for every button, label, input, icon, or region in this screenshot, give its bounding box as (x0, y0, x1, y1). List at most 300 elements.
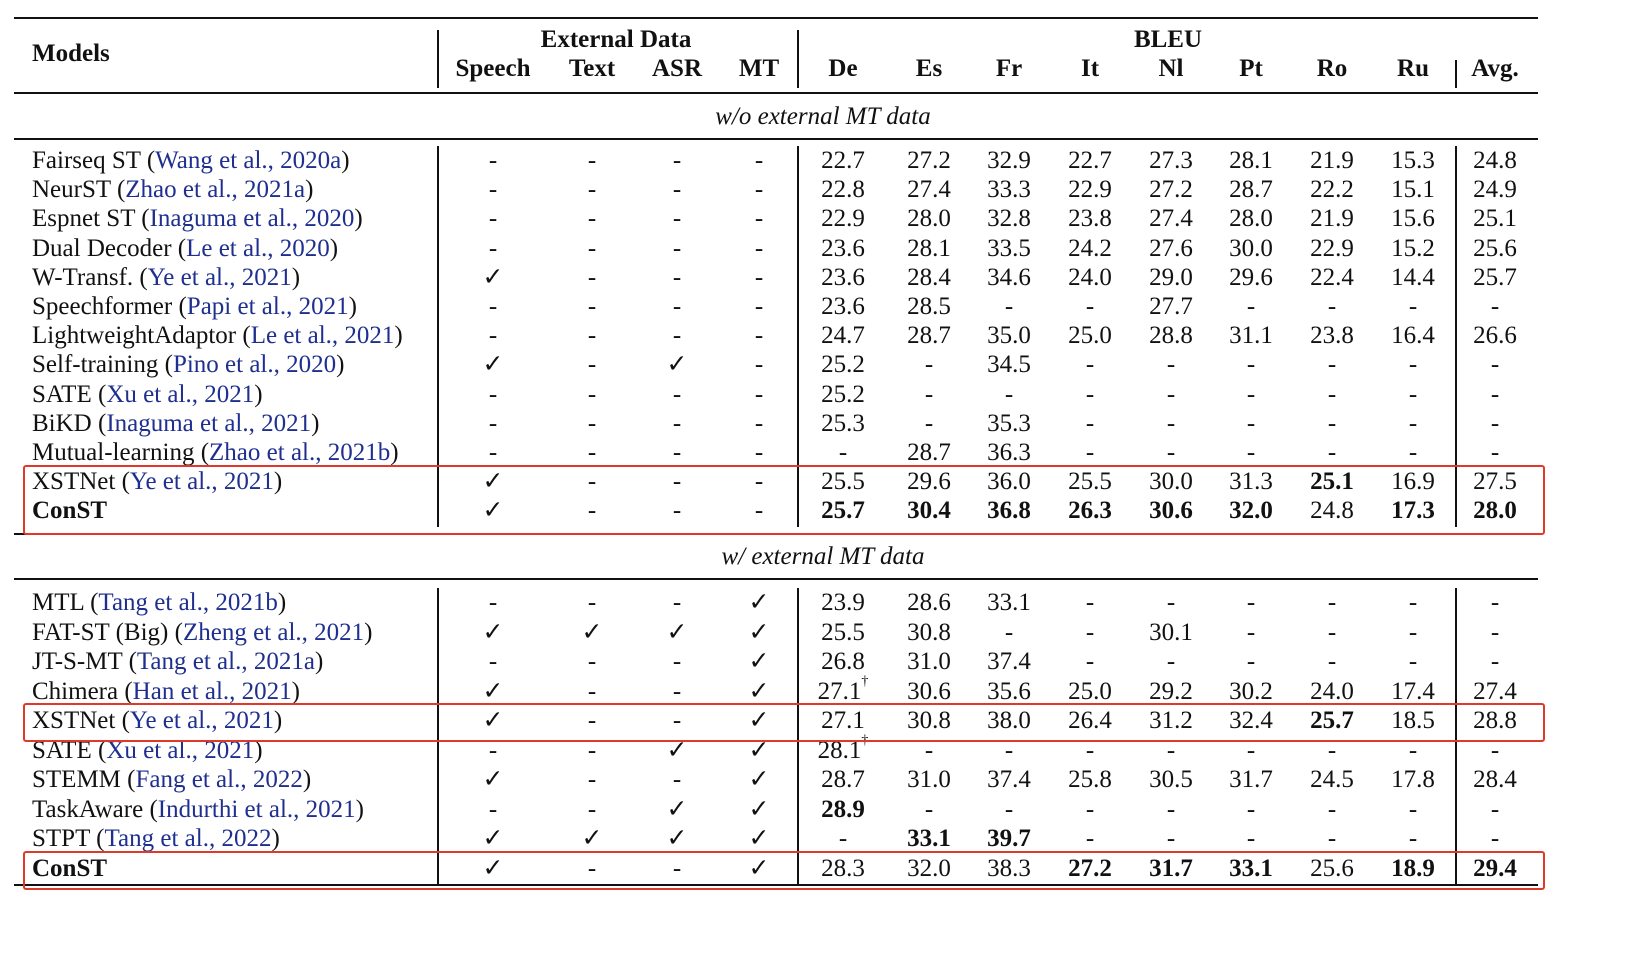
external-data-cell: ✓ (666, 736, 688, 764)
bleu-cell: 33.1 (1229, 854, 1273, 882)
bleu-cell: - (1327, 736, 1337, 764)
bleu-cell: 29.4 (1473, 854, 1517, 882)
bleu-cell: 18.9 (1391, 854, 1435, 882)
citation-link[interactable]: Inaguma et al., 2020 (149, 205, 355, 233)
bleu-cell: 38.3 (987, 854, 1031, 882)
bleu-cell: 33.1 (907, 825, 951, 852)
external-data-cell: - (587, 648, 597, 675)
bleu-cell: - (1246, 648, 1256, 675)
bleu-cell: - (1327, 825, 1337, 852)
citation-link[interactable]: Tang et al., 2022 (104, 825, 272, 852)
bleu-cell: 28.6 (907, 589, 951, 616)
model-name: STPT (Tang et al., 2022) (32, 825, 280, 852)
external-data-cell: - (587, 439, 597, 466)
bleu-cell: 26.4 (1068, 707, 1112, 734)
bleu-cell: 27.4 (1473, 677, 1517, 705)
model-name: MTL (Tang et al., 2021b) (32, 589, 287, 616)
bleu-cell: 32.4 (1229, 707, 1273, 734)
table-row (0, 409, 1646, 438)
external-data-cell: ✓ (666, 825, 688, 852)
table-row (0, 146, 1646, 175)
bleu-cell: 22.4 (1310, 263, 1354, 291)
header-external-data: External Data (540, 26, 692, 53)
model-name: ConST (32, 854, 108, 882)
bleu-cell: 14.4 (1391, 263, 1435, 291)
citation-link[interactable]: Zheng et al., 2021 (182, 618, 365, 646)
bleu-cell: 38.0 (987, 707, 1031, 734)
external-data-cell: - (587, 176, 597, 204)
bleu-cell: - (1166, 589, 1176, 616)
model-name: FAT-ST (Big) (Zheng et al., 2021) (32, 618, 373, 646)
bleu-cell: 32.9 (987, 147, 1031, 174)
bleu-cell: 30.2 (1229, 677, 1273, 705)
model-name: TaskAware (Indurthi et al., 2021) (32, 795, 364, 823)
external-data-cell: ✓ (666, 795, 688, 823)
external-data-cell: - (672, 766, 682, 793)
bleu-cell: 25.5 (1068, 468, 1112, 496)
bleu-cell: 26.3 (1068, 497, 1112, 525)
bleu-cell: 30.8 (907, 618, 951, 646)
external-data-cell: ✓ (748, 707, 770, 734)
bleu-cell: 23.8 (1310, 322, 1354, 350)
bleu-cell: 25.2 (821, 380, 865, 408)
vrule-models (437, 30, 439, 88)
bleu-cell: 26.8 (821, 648, 865, 675)
table-row (0, 263, 1646, 292)
bleu-cell: - (1327, 409, 1337, 437)
citation-link[interactable]: Han et al., 2021 (132, 677, 292, 705)
model-name: STEMM (Fang et al., 2022) (32, 766, 312, 793)
bleu-cell: - (1246, 380, 1256, 408)
external-data-cell: - (488, 322, 498, 350)
external-data-cell: - (754, 409, 764, 437)
model-name: Chimera (Han et al., 2021) (32, 677, 300, 705)
top-rule (14, 17, 1538, 19)
external-data-cell: - (672, 589, 682, 616)
external-data-cell: - (754, 497, 764, 525)
bleu-cell: 27.3 (1149, 147, 1193, 174)
bleu-cell: 23.8 (1068, 205, 1112, 233)
bleu-cell: - (1408, 293, 1418, 320)
bleu-cell: 24.0 (1068, 263, 1112, 291)
external-data-cell: ✓ (482, 766, 504, 793)
external-data-cell: - (488, 795, 498, 823)
bleu-cell: 22.7 (1068, 147, 1112, 174)
bleu-cell: 21.9 (1310, 205, 1354, 233)
bleu-cell: 24.5 (1310, 766, 1354, 793)
external-data-cell: ✓ (748, 795, 770, 823)
external-data-cell: - (488, 589, 498, 616)
external-data-cell: - (587, 380, 597, 408)
bleu-cell: 25.5 (821, 618, 865, 646)
citation-link[interactable]: Papi et al., 2021 (186, 293, 349, 320)
header-models: Models (32, 40, 110, 67)
model-name: Fairseq ST (Wang et al., 2020a) (32, 147, 350, 174)
bleu-cell: 28.3 (821, 854, 865, 882)
bleu-cell: - (1490, 293, 1500, 320)
bleu-cell: 25.1 (1473, 205, 1517, 233)
bleu-cell: 15.2 (1391, 234, 1435, 262)
model-name: NeurST (Zhao et al., 2021a) (32, 176, 314, 204)
bleu-cell: - (1085, 589, 1095, 616)
bleu-cell: - (1490, 351, 1500, 379)
citation-link[interactable]: Wang et al., 2020a (155, 147, 342, 174)
external-data-cell: ✓ (748, 648, 770, 675)
bleu-cell: 24.8 (1473, 147, 1517, 174)
external-data-cell: ✓ (482, 618, 504, 646)
model-name: XSTNet (Ye et al., 2021) (32, 468, 283, 496)
bleu-cell: 24.0 (1310, 677, 1354, 705)
external-data-cell: - (754, 439, 764, 466)
bleu-cell: - (1166, 825, 1176, 852)
external-data-cell: - (587, 468, 597, 496)
external-data-cell: - (672, 205, 682, 233)
citation-link[interactable]: Le et al., 2021 (250, 322, 395, 350)
bleu-cell: 27.5 (1473, 468, 1517, 496)
external-data-cell: - (488, 736, 498, 764)
bleu-cell: - (1327, 293, 1337, 320)
bleu-cell: - (1408, 618, 1418, 646)
bleu-cell: - (1004, 618, 1014, 646)
bleu-cell: 23.6 (821, 263, 865, 291)
bleu-cell: 30.0 (1229, 234, 1273, 262)
header-col-text: Text (568, 55, 616, 82)
bleu-cell: 28.4 (907, 263, 951, 291)
bleu-cell: 29.6 (907, 468, 951, 496)
citation-link[interactable]: Zhao et al., 2021b (209, 439, 391, 466)
citation-link[interactable]: Xu et al., 2021 (106, 736, 255, 764)
bleu-cell: - (1246, 618, 1256, 646)
bleu-cell: - (1246, 293, 1256, 320)
external-data-cell: - (754, 380, 764, 408)
model-name: BiKD (Inaguma et al., 2021) (32, 409, 320, 437)
citation-link[interactable]: Tang et al., 2021a (136, 648, 315, 675)
header-col-ro: Ro (1316, 55, 1348, 82)
external-data-cell: - (672, 497, 682, 525)
external-data-cell: ✓ (748, 618, 770, 646)
bleu-cell: 23.6 (821, 234, 865, 262)
bleu-cell: 35.0 (987, 322, 1031, 350)
external-data-cell: ✓ (666, 618, 688, 646)
bleu-cell: 16.9 (1391, 468, 1435, 496)
header-bleu: BLEU (1133, 26, 1203, 53)
external-data-cell: - (587, 497, 597, 525)
table-row (0, 588, 1646, 617)
bleu-cell: - (1408, 439, 1418, 466)
bleu-cell: 28.8 (1149, 322, 1193, 350)
bleu-cell: 25.7 (1473, 263, 1517, 291)
bleu-cell: 31.0 (907, 648, 951, 675)
bleu-cell: 24.8 (1310, 497, 1354, 525)
external-data-cell: - (488, 439, 498, 466)
external-data-cell: ✓ (748, 766, 770, 793)
bleu-cell: - (1004, 736, 1014, 764)
external-data-cell: ✓ (482, 351, 504, 379)
external-data-cell: - (672, 176, 682, 204)
model-name: SATE (Xu et al., 2021) (32, 380, 263, 408)
external-data-cell: - (488, 147, 498, 174)
table-row (0, 380, 1646, 409)
bleu-cell: - (1327, 380, 1337, 408)
external-data-cell: - (672, 380, 682, 408)
citation-link[interactable]: Xu et al., 2021 (106, 380, 255, 408)
external-data-cell: - (587, 409, 597, 437)
bleu-cell: - (1166, 351, 1176, 379)
bleu-cell: 25.8 (1068, 766, 1112, 793)
external-data-cell: ✓ (581, 825, 603, 852)
external-data-cell: - (672, 263, 682, 291)
bleu-cell: 28.1 (1229, 147, 1273, 174)
bleu-cell: 27.4 (907, 176, 951, 204)
table-row (0, 674, 1646, 706)
bleu-cell: 30.6 (907, 677, 951, 705)
model-name: Self-training (Pino et al., 2020) (32, 351, 345, 379)
bleu-cell: - (924, 795, 934, 823)
bleu-cell: 24.9 (1473, 176, 1517, 204)
external-data-cell: - (754, 322, 764, 350)
bleu-cell: 34.5 (987, 351, 1031, 379)
external-data-cell: ✓ (666, 351, 688, 379)
bleu-cell: 37.4 (987, 766, 1031, 793)
external-data-cell: - (587, 736, 597, 764)
external-data-cell: - (587, 854, 597, 882)
header-rule (14, 92, 1538, 94)
bleu-cell: - (1085, 351, 1095, 379)
external-data-cell: ✓ (748, 677, 770, 705)
citation-link[interactable]: Ye et al., 2021 (129, 468, 274, 496)
bleu-cell: 25.3 (821, 409, 865, 437)
external-data-cell: - (754, 176, 764, 204)
bleu-cell: 35.6 (987, 677, 1031, 705)
external-data-cell: ✓ (581, 618, 603, 646)
external-data-cell: - (672, 234, 682, 262)
bleu-cell: 27.1† (817, 674, 869, 705)
bleu-cell: - (1408, 589, 1418, 616)
bleu-cell: 30.1 (1149, 618, 1193, 646)
header-col-asr: ASR (651, 55, 702, 82)
bleu-cell: 22.8 (821, 176, 865, 204)
external-data-cell: - (587, 322, 597, 350)
bleu-cell: 17.3 (1391, 497, 1435, 525)
bleu-cell: 28.7 (907, 322, 951, 350)
bleu-cell: 28.5 (907, 293, 951, 320)
bleu-cell: 28.0 (907, 205, 951, 233)
bleu-cell: - (1408, 648, 1418, 675)
bleu-cell: 37.4 (987, 648, 1031, 675)
bleu-cell: 28.4 (1473, 766, 1517, 793)
citation-link[interactable]: Ye et al., 2021 (147, 263, 292, 291)
external-data-cell: - (754, 147, 764, 174)
external-data-cell: - (754, 205, 764, 233)
bleu-cell: - (1085, 618, 1095, 646)
bleu-cell: - (924, 409, 934, 437)
citation-link[interactable]: Fang et al., 2022 (135, 766, 303, 793)
bleu-cell: 28.8 (1473, 707, 1517, 734)
header-col-pt: Pt (1239, 55, 1263, 82)
bleu-cell: - (1327, 648, 1337, 675)
citation-link[interactable]: Indurthi et al., 2021 (157, 795, 356, 823)
bleu-cell: - (1085, 736, 1095, 764)
bleu-cell: 25.2 (821, 351, 865, 379)
bleu-cell: - (1085, 439, 1095, 466)
table-row (0, 204, 1646, 233)
bleu-cell: - (1246, 736, 1256, 764)
table-row (0, 321, 1646, 350)
external-data-cell: - (488, 205, 498, 233)
bleu-cell: - (1327, 351, 1337, 379)
bleu-cell: 25.0 (1068, 322, 1112, 350)
citation-link[interactable]: Ye et al., 2021 (129, 707, 274, 734)
bleu-cell: - (1085, 825, 1095, 852)
bleu-cell: 27.4 (1149, 205, 1193, 233)
bleu-cell: - (1408, 736, 1418, 764)
external-data-cell: ✓ (748, 825, 770, 852)
external-data-cell: ✓ (482, 854, 504, 882)
external-data-cell: ✓ (482, 497, 504, 525)
bleu-cell: 15.3 (1391, 147, 1435, 174)
external-data-cell: - (587, 795, 597, 823)
bleu-cell: - (924, 736, 934, 764)
bleu-cell: 33.1 (987, 589, 1031, 616)
bleu-cell: 28.7 (1229, 176, 1273, 204)
bleu-cell: - (1004, 795, 1014, 823)
table-row (0, 647, 1646, 676)
bleu-cell: 28.7 (821, 766, 865, 793)
external-data-cell: - (488, 234, 498, 262)
model-name: Espnet ST (Inaguma et al., 2020) (32, 205, 363, 233)
external-data-cell: ✓ (748, 854, 770, 882)
header-col-mt: MT (738, 55, 780, 82)
bleu-cell: 28.1 (907, 234, 951, 262)
bleu-cell: - (1246, 795, 1256, 823)
highlight-box-group1 (23, 465, 1545, 535)
model-name: Dual Decoder (Le et al., 2020) (32, 234, 339, 262)
bleu-cell: 30.0 (1149, 468, 1193, 496)
bleu-cell: 36.0 (987, 468, 1031, 496)
bleu-cell: 31.0 (907, 766, 951, 793)
bleu-cell: - (1408, 409, 1418, 437)
bleu-cell: - (1408, 351, 1418, 379)
external-data-cell: - (488, 409, 498, 437)
bleu-cell: - (1490, 439, 1500, 466)
bleu-cell: 31.3 (1229, 468, 1273, 496)
bleu-cell: 28.0 (1229, 205, 1273, 233)
external-data-cell: - (672, 147, 682, 174)
bleu-cell: 26.6 (1473, 322, 1517, 350)
external-data-cell: ✓ (482, 263, 504, 291)
external-data-cell: - (587, 234, 597, 262)
external-data-cell: - (672, 468, 682, 496)
table-row (0, 234, 1646, 263)
bleu-cell: 30.4 (907, 497, 951, 525)
bleu-cell: - (1327, 618, 1337, 646)
external-data-cell: - (488, 293, 498, 320)
citation-link[interactable]: Inaguma et al., 2021 (106, 409, 312, 437)
header-col-speech: Speech (455, 55, 531, 82)
external-data-cell: - (488, 176, 498, 204)
bleu-cell: - (1246, 589, 1256, 616)
bleu-cell: - (1327, 439, 1337, 466)
model-name: ConST (32, 497, 108, 525)
external-data-cell: - (672, 439, 682, 466)
bleu-cell: 34.6 (987, 263, 1031, 291)
bleu-cell: 17.4 (1391, 677, 1435, 705)
bleu-cell: 30.8 (907, 707, 951, 734)
external-data-cell: - (587, 205, 597, 233)
bleu-cell: 32.0 (907, 854, 951, 882)
bleu-cell: - (1327, 589, 1337, 616)
external-data-cell: ✓ (482, 677, 504, 705)
model-name: Mutual-learning (Zhao et al., 2021b) (32, 439, 399, 466)
bleu-cell: - (1166, 795, 1176, 823)
model-name: W-Transf. (Ye et al., 2021) (32, 263, 301, 291)
citation-link[interactable]: Pino et al., 2020 (172, 351, 337, 379)
bleu-cell: - (1166, 439, 1176, 466)
external-data-cell: - (587, 293, 597, 320)
external-data-cell: - (754, 468, 764, 496)
bleu-cell: - (1246, 825, 1256, 852)
bleu-cell: 25.7 (1310, 707, 1354, 734)
bleu-cell: - (1408, 825, 1418, 852)
header-col-de: De (828, 55, 858, 82)
external-data-cell: - (672, 707, 682, 734)
citation-link[interactable]: Le et al., 2020 (186, 234, 330, 262)
section-title-w-mt: w/ external MT data (721, 543, 925, 570)
bleu-cell: 30.5 (1149, 766, 1193, 793)
bleu-cell: 27.2 (1149, 176, 1193, 204)
external-data-cell: - (587, 351, 597, 379)
bleu-cell: 25.5 (821, 468, 865, 496)
bleu-cell: 22.7 (821, 147, 865, 174)
external-data-cell: ✓ (748, 589, 770, 616)
bleu-cell: 25.7 (821, 497, 865, 525)
bleu-cell: - (1327, 795, 1337, 823)
external-data-cell: - (587, 263, 597, 291)
model-name: Speechformer (Papi et al., 2021) (32, 293, 357, 320)
section-title-wo-mt: w/o external MT data (715, 103, 931, 130)
bleu-cell: - (1085, 293, 1095, 320)
bleu-cell: 25.0 (1068, 677, 1112, 705)
bleu-cell: - (1490, 795, 1500, 823)
bleu-cell: 29.2 (1149, 677, 1193, 705)
model-name: LightweightAdaptor (Le et al., 2021) (32, 322, 403, 350)
citation-link[interactable]: Zhao et al., 2021a (125, 176, 306, 204)
external-data-cell: - (587, 589, 597, 616)
table-row (0, 438, 1646, 467)
bleu-cell: 33.3 (987, 176, 1031, 204)
bleu-cell: 24.2 (1068, 234, 1112, 262)
bleu-cell: 32.8 (987, 205, 1031, 233)
bleu-cell: - (1085, 380, 1095, 408)
bleu-cell: - (924, 351, 934, 379)
bleu-cell: 18.5 (1391, 707, 1435, 734)
section2-rule (14, 578, 1538, 580)
citation-link[interactable]: Tang et al., 2021b (98, 589, 278, 616)
header-col-it: It (1080, 55, 1100, 82)
bleu-cell: - (1166, 648, 1176, 675)
bleu-cell: 35.3 (987, 409, 1031, 437)
external-data-cell: - (587, 766, 597, 793)
bleu-cell: 22.9 (1310, 234, 1354, 262)
bleu-cell: - (1490, 380, 1500, 408)
external-data-cell: - (672, 322, 682, 350)
bleu-cell: 27.1 (821, 707, 865, 734)
bleu-cell: 29.0 (1149, 263, 1193, 291)
bleu-cell: - (1085, 795, 1095, 823)
bleu-cell: - (1166, 380, 1176, 408)
external-data-cell: - (672, 409, 682, 437)
bleu-cell: - (838, 439, 848, 466)
